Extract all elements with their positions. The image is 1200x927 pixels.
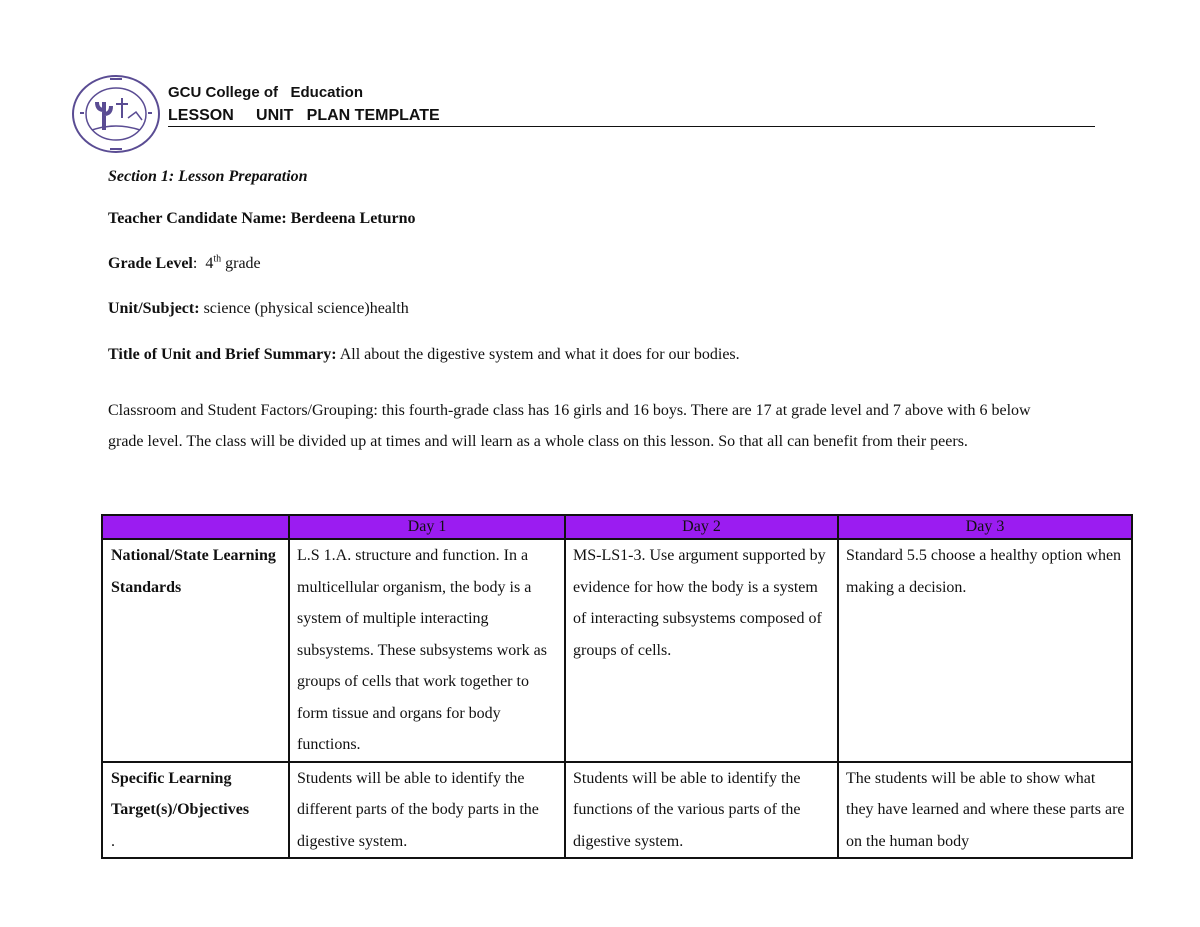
grade-level-label: Grade Level [108, 255, 193, 272]
grade-level [108, 255, 261, 273]
day-2-header: Day 2 [565, 515, 838, 539]
grade-level-ordinal: th [213, 253, 222, 265]
objectives-day-3-cell: The students will be able to show what they have learned and where these parts are on the human body [838, 762, 1132, 859]
grade-level-suffix: grade [221, 255, 261, 272]
classroom-factors-paragraph: Classroom and Student Factors/Grouping: this fourth-grade class has 16 girls and 16 boys. There are 17 at grade level and 7 above with 6 below grade level. The class will be divided up at times and will learn as a whole class on this lesson. So that all can benefit from their peers. [108, 402, 1031, 450]
teacher-candidate-name: Teacher Candidate Name: Berdeena Leturno [108, 210, 416, 227]
unit-subject-value: science (physical science)health [199, 300, 409, 317]
university-seal-logo [70, 74, 162, 154]
row-label-standards: National/State Learning Standards [102, 539, 289, 762]
standards-day-3-cell: Standard 5.5 choose a healthy option when making a decision. [838, 539, 1132, 762]
row-label-objectives-dot: . [111, 832, 115, 850]
unit-subject-label: Unit/Subject: [108, 300, 200, 317]
title-of-unit [108, 346, 740, 364]
table-row-standards [102, 539, 1132, 762]
objectives-day-2-cell: Students will be able to identify the functions of the various parts of the digestive system. [565, 762, 838, 859]
header-divider [168, 126, 1095, 127]
table-header-row [102, 515, 1132, 539]
title-of-unit-value: All about the digestive system and what it does for our bodies. [336, 346, 740, 363]
section-title: Section 1: Lesson Preparation [108, 168, 308, 185]
row-label-objectives [102, 762, 289, 859]
day-3-header: Day 3 [838, 515, 1132, 539]
standards-day-1-cell: L.S 1.A. structure and function. In a multicellular organism, the body is a system of multiple interacting subsystems. These subsystems work as groups of cells that work together to form tissue and organs for body functions. [289, 539, 565, 762]
college-name: GCU College of Education [168, 84, 364, 101]
lesson-plan-table [101, 514, 1133, 859]
grade-level-number: : 4 [192, 255, 214, 272]
title-of-unit-label: Title of Unit and Brief Summary: [108, 346, 337, 363]
table-row-objectives [102, 762, 1132, 859]
header-empty-cell [102, 515, 289, 539]
objectives-day-1-cell: Students will be able to identify the different parts of the body parts in the digestive system. [289, 762, 565, 859]
template-title: LESSON UNIT PLAN TEMPLATE [168, 107, 440, 124]
row-label-objectives-text: Specific Learning Target(s)/Objectives [111, 769, 250, 818]
unit-subject [108, 300, 409, 318]
standards-day-2-cell: MS-LS1-3. Use argument supported by evidence for how the body is a system of interacting subsystems composed of groups of cells. [565, 539, 838, 762]
day-1-header: Day 1 [289, 515, 565, 539]
